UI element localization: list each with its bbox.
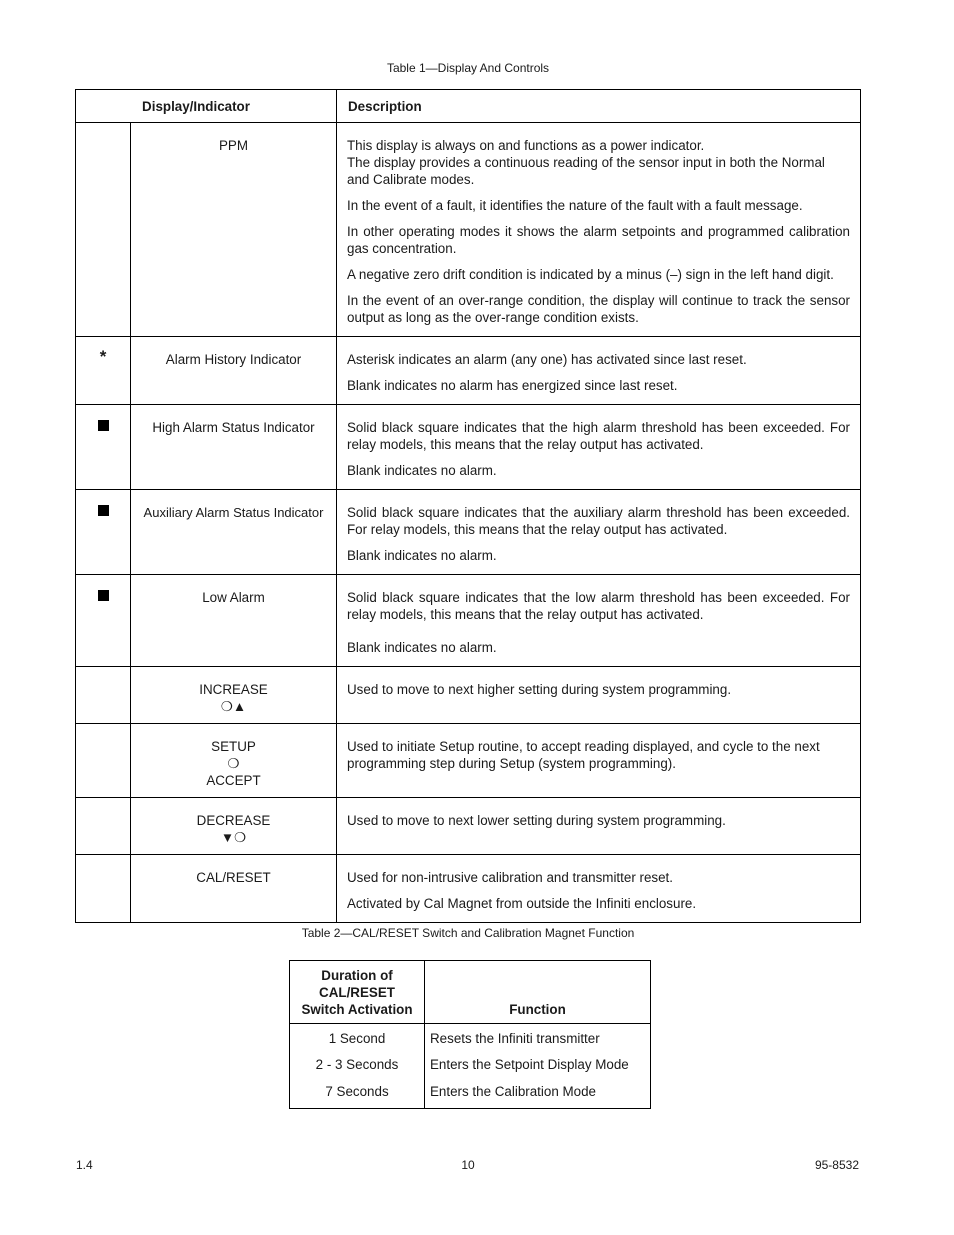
row-alarm-history: [76, 337, 861, 405]
indicator-symbol: [76, 667, 131, 724]
decrease-control: [131, 798, 337, 855]
indicator-name: Auxiliary Alarm Status Indicator: [131, 490, 337, 575]
indicator-description: Used to move to next higher setting during system programming.: [337, 667, 861, 724]
table1-caption: Table 1—Display And Controls: [386, 61, 550, 75]
cal-reset-function-table: [289, 960, 651, 1109]
indicator-description: Used to initiate Setup routine, to accept reading displayed, and cycle to the next programming step during Setup (system programming).: [337, 724, 861, 798]
indicator-name-accept: ACCEPT: [206, 773, 261, 788]
indicator-description: Solid black square indicates that the auxiliary alarm threshold has been exceeded. For relay models, this means that the relay output has activated. Blank indicates no alarm.: [337, 490, 861, 575]
header-display-indicator: Display/Indicator: [76, 90, 337, 123]
duration-cell: 7 Seconds: [290, 1077, 425, 1109]
function-cell: Enters the Setpoint Display Mode: [430, 1057, 629, 1072]
duration-cell: 1 Second: [290, 1024, 425, 1052]
indicator-symbol: [76, 798, 131, 855]
page-number: 10: [461, 1158, 475, 1172]
table-row: [290, 1077, 651, 1109]
decrease-icon: ▼❍: [220, 830, 247, 845]
indicator-symbol: [76, 123, 131, 337]
function-cell: Enters the Calibration Mode: [430, 1084, 596, 1099]
header-function: Function: [425, 961, 651, 1024]
header-duration: Duration of CAL/RESET Switch Activation: [290, 961, 425, 1024]
asterisk-icon: *: [76, 337, 131, 405]
footer-revision: 1.4: [76, 1158, 93, 1172]
indicator-description: Used to move to next lower setting during system programming.: [337, 798, 861, 855]
row-low-alarm: [76, 575, 861, 667]
row-ppm: [76, 123, 861, 337]
increase-icon: ❍▲: [220, 699, 247, 714]
indicator-name: High Alarm Status Indicator: [131, 405, 337, 490]
row-auxiliary-alarm: [76, 490, 861, 575]
table-row: [290, 1024, 651, 1052]
indicator-symbol: [76, 724, 131, 798]
indicator-symbol: [76, 855, 131, 923]
row-cal-reset: [76, 855, 861, 923]
row-increase: [76, 667, 861, 724]
increase-control: [131, 667, 337, 724]
indicator-description: Solid black square indicates that the high alarm threshold has been exceeded. For relay models, this means that the relay output has activated. Blank indicates no alarm.: [337, 405, 861, 490]
indicator-name: INCREASE: [199, 682, 268, 697]
indicator-description: Used for non-intrusive calibration and transmitter reset. Activated by Cal Magnet from outside the Infiniti enclosure.: [337, 855, 861, 923]
indicator-name: Low Alarm: [131, 575, 337, 667]
table2-header-row: [290, 961, 651, 1024]
display-controls-table: [75, 89, 861, 923]
square-icon: [76, 575, 131, 667]
indicator-name: DECREASE: [196, 813, 271, 828]
function-cell: Resets the Infiniti transmitter: [430, 1031, 600, 1046]
indicator-name: Alarm History Indicator: [131, 337, 337, 405]
table2-caption: Table 2—CAL/RESET Switch and Calibration Magnet Function: [301, 926, 635, 940]
document-number: 95-8532: [814, 1158, 859, 1172]
indicator-description: This display is always on and functions as a power indicator. The display provides a continuous reading of the sensor input in both the Normal and Calibrate modes. In the event of a fault, it identifies the nature of the fault with a fault message. In other operating modes it shows the alarm setpoints and programmed calibration gas concentration. A negative zero drift condition is indicated by a minus (–) sign in the left hand digit. In the event of an over-range condition, the display will continue to track the sensor output as long as the over-range condition exists.: [337, 123, 861, 337]
table1-header-row: [76, 90, 861, 123]
setup-control: [131, 724, 337, 798]
row-decrease: [76, 798, 861, 855]
duration-cell: 2 - 3 Seconds: [290, 1051, 425, 1077]
table-row: [290, 1051, 651, 1077]
square-icon: [76, 405, 131, 490]
header-description: Description: [337, 90, 861, 123]
row-setup-accept: [76, 724, 861, 798]
row-high-alarm: [76, 405, 861, 490]
indicator-name: CAL/RESET: [131, 855, 337, 923]
indicator-name: SETUP: [211, 739, 256, 754]
indicator-description: Asterisk indicates an alarm (any one) has activated since last reset. Blank indicates no alarm has energized since last reset.: [337, 337, 861, 405]
indicator-description: Solid black square indicates that the low alarm threshold has been exceeded. For relay models, this means that the relay output has activated. Blank indicates no alarm.: [337, 575, 861, 667]
indicator-name: PPM: [131, 123, 337, 337]
square-icon: [76, 490, 131, 575]
setup-icon: ❍: [227, 756, 240, 771]
